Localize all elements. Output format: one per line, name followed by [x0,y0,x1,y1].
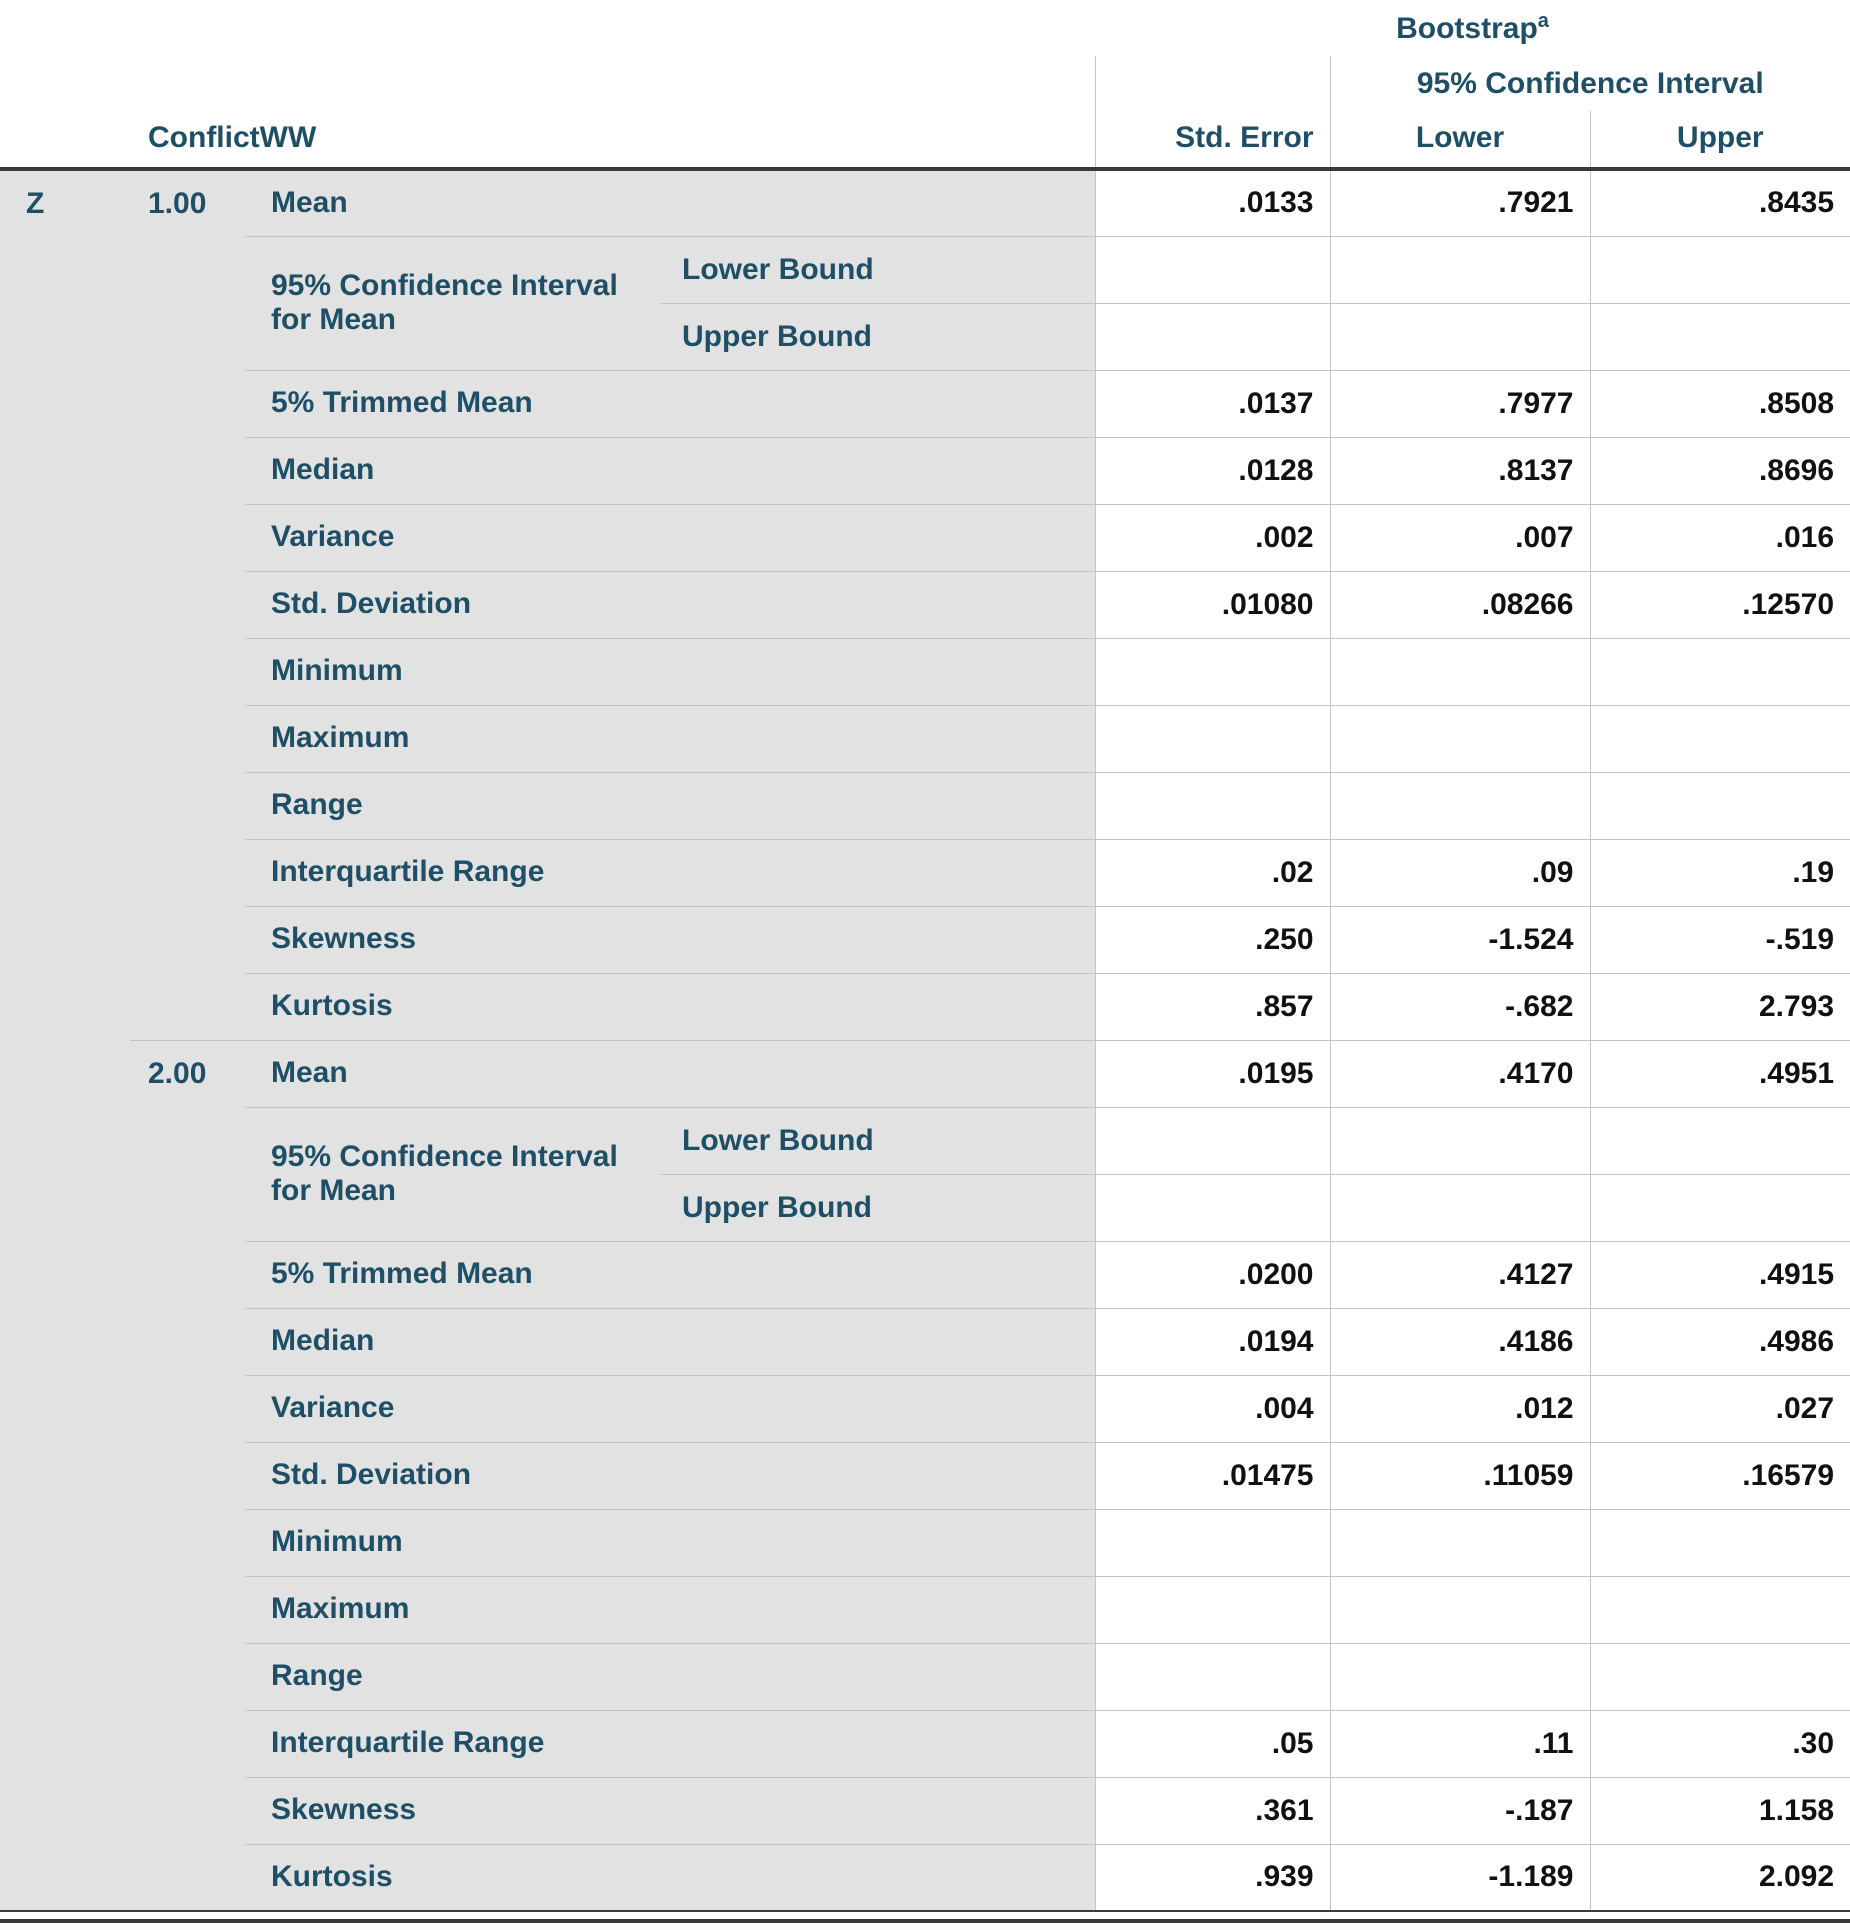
stat-label: 5% Trimmed Mean [245,370,1095,437]
value-cell: .016 [1590,504,1850,571]
header-spacer [1095,56,1330,111]
value-cell: .4186 [1330,1308,1590,1375]
value-cell [1095,1107,1330,1174]
value-cell [1330,1643,1590,1710]
value-cell: .01080 [1095,571,1330,638]
table-row [0,370,1850,437]
value-cell [1095,1643,1330,1710]
value-cell: .027 [1590,1375,1850,1442]
table-row [0,1710,1850,1777]
value-cell [1590,1509,1850,1576]
stat-label: Median [245,437,1095,504]
value-cell [1330,1174,1590,1241]
table-row [0,1643,1850,1710]
table-row [0,437,1850,504]
stat-label: Std. Deviation [245,571,1095,638]
group-value: 2.00 [130,1040,245,1911]
value-cell [1590,303,1850,370]
value-cell: .08266 [1330,571,1590,638]
stat-label: 5% Trimmed Mean [245,1241,1095,1308]
stat-label: Maximum [245,705,1095,772]
stat-label: Minimum [245,638,1095,705]
table-row [0,973,1850,1040]
value-cell: .01475 [1095,1442,1330,1509]
value-cell: .002 [1095,504,1330,571]
stat-label: 95% Confidence Interval for Mean [245,236,660,370]
table-row [0,772,1850,839]
value-cell: .004 [1095,1375,1330,1442]
stat-label: Kurtosis [245,1844,1095,1911]
table-row [0,906,1850,973]
value-cell: .007 [1330,504,1590,571]
header-row-bootstrap [0,0,1850,56]
value-cell: .0137 [1095,370,1330,437]
stat-label: Maximum [245,1576,1095,1643]
value-cell [1590,1107,1850,1174]
value-cell: .19 [1590,839,1850,906]
value-cell: .09 [1330,839,1590,906]
value-cell [1330,705,1590,772]
bootstrap-title [1095,0,1850,56]
value-cell [1590,638,1850,705]
value-cell [1095,705,1330,772]
factor-variable-label: Z [0,169,130,1911]
value-cell [1330,1509,1590,1576]
footnote-marker: a [1537,10,1549,32]
table-row [0,1576,1850,1643]
stat-label: Kurtosis [245,973,1095,1040]
table-row [0,1107,1850,1174]
table-row [0,1442,1850,1509]
value-cell: .250 [1095,906,1330,973]
stub-header: ConflictWW [0,111,1095,169]
header-spacer [0,56,1095,111]
value-cell: 1.158 [1590,1777,1850,1844]
table-row [0,1375,1850,1442]
stat-label: Range [245,1643,1095,1710]
value-cell [1330,1107,1590,1174]
value-cell [1095,303,1330,370]
value-cell: .939 [1095,1844,1330,1911]
stat-label: Minimum [245,1509,1095,1576]
value-cell [1590,1576,1850,1643]
value-cell: .11 [1330,1710,1590,1777]
value-cell: .8508 [1590,370,1850,437]
value-cell [1590,1643,1850,1710]
value-cell [1095,236,1330,303]
sub-label: Upper Bound [660,1174,1095,1241]
value-cell: .11059 [1330,1442,1590,1509]
stat-label: Mean [245,1040,1095,1107]
table-row [0,1241,1850,1308]
table-row [0,705,1850,772]
stat-label: Skewness [245,1777,1095,1844]
stat-label: Variance [245,1375,1095,1442]
value-cell: .0128 [1095,437,1330,504]
table-row [0,504,1850,571]
table-row [0,236,1850,303]
value-cell: -.682 [1330,973,1590,1040]
stat-label: Mean [245,169,1095,236]
value-cell [1095,1509,1330,1576]
value-cell: .8435 [1590,169,1850,236]
value-cell: .4951 [1590,1040,1850,1107]
value-cell: .12570 [1590,571,1850,638]
stat-label: 95% Confidence Interval for Mean [245,1107,660,1241]
value-cell: .0195 [1095,1040,1330,1107]
stat-label: Range [245,772,1095,839]
table-row [0,1844,1850,1911]
value-cell [1095,1174,1330,1241]
value-cell [1330,772,1590,839]
stat-label: Skewness [245,906,1095,973]
value-cell: .7921 [1330,169,1590,236]
table-row [0,638,1850,705]
value-cell: .0200 [1095,1241,1330,1308]
stat-label: Std. Deviation [245,1442,1095,1509]
table-row [0,839,1850,906]
value-cell: .7977 [1330,370,1590,437]
sub-label: Lower Bound [660,1107,1095,1174]
table-bottom-rule [0,1919,1850,1923]
value-cell: .02 [1095,839,1330,906]
value-cell: .8137 [1330,437,1590,504]
value-cell: .8696 [1590,437,1850,504]
value-cell: .16579 [1590,1442,1850,1509]
value-cell [1095,638,1330,705]
value-cell: .012 [1330,1375,1590,1442]
table-row [0,169,1850,236]
value-cell: .4986 [1590,1308,1850,1375]
header-row-columns [0,111,1850,169]
ci-group-header: 95% Confidence Interval [1330,56,1850,111]
column-header-upper: Upper [1590,111,1850,169]
value-cell: -.519 [1590,906,1850,973]
value-cell [1590,772,1850,839]
table-row [0,1509,1850,1576]
value-cell: -1.524 [1330,906,1590,973]
value-cell [1590,1174,1850,1241]
value-cell [1330,303,1590,370]
value-cell: .4127 [1330,1241,1590,1308]
value-cell: -.187 [1330,1777,1590,1844]
value-cell: .4170 [1330,1040,1590,1107]
stat-label: Interquartile Range [245,839,1095,906]
value-cell [1330,236,1590,303]
value-cell: .0194 [1095,1308,1330,1375]
group-value: 1.00 [130,169,245,1040]
stat-label: Interquartile Range [245,1710,1095,1777]
value-cell [1095,1576,1330,1643]
header-spacer [0,0,1095,56]
value-cell: .0133 [1095,169,1330,236]
table-row [0,1040,1850,1107]
table-row [0,1777,1850,1844]
table-row [0,571,1850,638]
stat-label: Median [245,1308,1095,1375]
value-cell [1590,705,1850,772]
value-cell: 2.092 [1590,1844,1850,1911]
sub-label: Upper Bound [660,303,1095,370]
value-cell: .30 [1590,1710,1850,1777]
value-cell: .4915 [1590,1241,1850,1308]
bootstrap-title-text: Bootstrap [1396,12,1538,45]
value-cell [1330,638,1590,705]
header-row-ci-group [0,56,1850,111]
stat-label: Variance [245,504,1095,571]
value-cell [1095,772,1330,839]
value-cell: -1.189 [1330,1844,1590,1911]
column-header-lower: Lower [1330,111,1590,169]
sub-label: Lower Bound [660,236,1095,303]
value-cell: .05 [1095,1710,1330,1777]
value-cell: .857 [1095,973,1330,1040]
column-header-std-error: Std. Error [1095,111,1330,169]
value-cell [1590,236,1850,303]
value-cell: .361 [1095,1777,1330,1844]
value-cell [1330,1576,1590,1643]
table-row [0,1308,1850,1375]
value-cell: 2.793 [1590,973,1850,1040]
